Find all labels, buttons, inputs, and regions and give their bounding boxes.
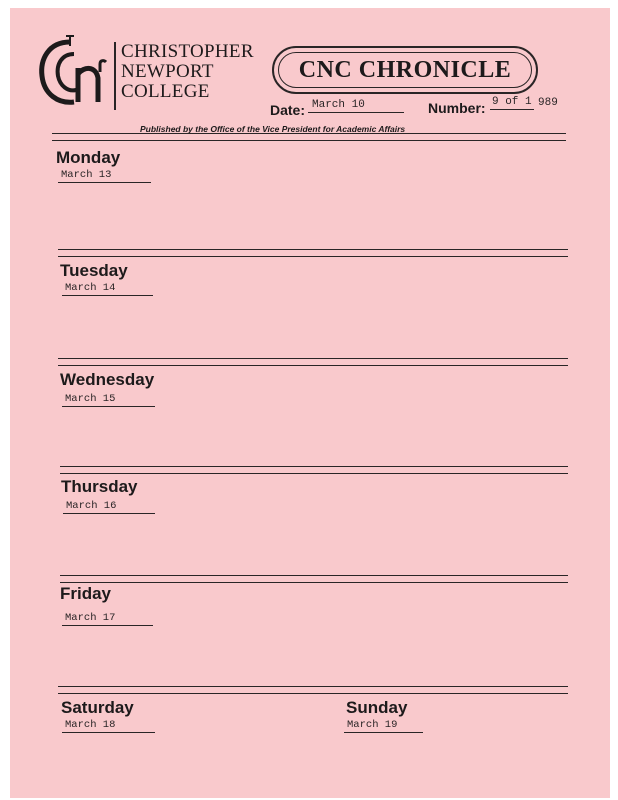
section-rule-monday: [58, 249, 568, 257]
day-sunday: Sunday: [346, 698, 408, 717]
chronicle-title: CNC CHRONICLE: [278, 52, 532, 88]
number-label: Number:: [428, 100, 486, 116]
day-saturday: Saturday: [61, 698, 134, 717]
published-by: Published by the Office of the Vice President for Academic Affairs: [140, 124, 406, 134]
college-name: [121, 42, 254, 102]
college-line-1: CHRISTOPHER: [121, 41, 254, 62]
day-thursday: Thursday: [61, 477, 138, 496]
cnc-monogram-logo: [30, 34, 114, 114]
section-rule-thursday: [60, 575, 568, 583]
day-monday: Monday: [56, 148, 121, 167]
section-rule-wednesday: [60, 466, 568, 474]
date-sunday: March 19: [344, 719, 423, 733]
date-thursday: March 16: [63, 500, 155, 514]
college-line-2: NEWPORT: [121, 61, 214, 82]
date-friday: March 17: [62, 612, 153, 626]
section-rule-tuesday: [58, 358, 568, 366]
date-tuesday: March 14: [62, 282, 153, 296]
day-friday: Friday: [60, 584, 112, 603]
logo-divider: [114, 42, 116, 110]
number-value: 9 of 1: [492, 96, 532, 108]
header-rule: [52, 133, 566, 141]
day-wednesday: Wednesday: [60, 370, 155, 389]
date-saturday: March 18: [62, 719, 155, 733]
date-monday: March 13: [58, 169, 151, 183]
date-wednesday: March 15: [62, 393, 155, 407]
chronicle-title-box: [272, 46, 538, 94]
date-value: March 10: [308, 99, 404, 113]
section-rule-friday: [58, 686, 568, 694]
date-label: Date:: [270, 102, 306, 118]
newsletter-page: [10, 8, 610, 798]
number-year: 989: [538, 97, 558, 109]
day-tuesday: Tuesday: [60, 261, 128, 280]
college-line-3: COLLEGE: [121, 81, 210, 102]
